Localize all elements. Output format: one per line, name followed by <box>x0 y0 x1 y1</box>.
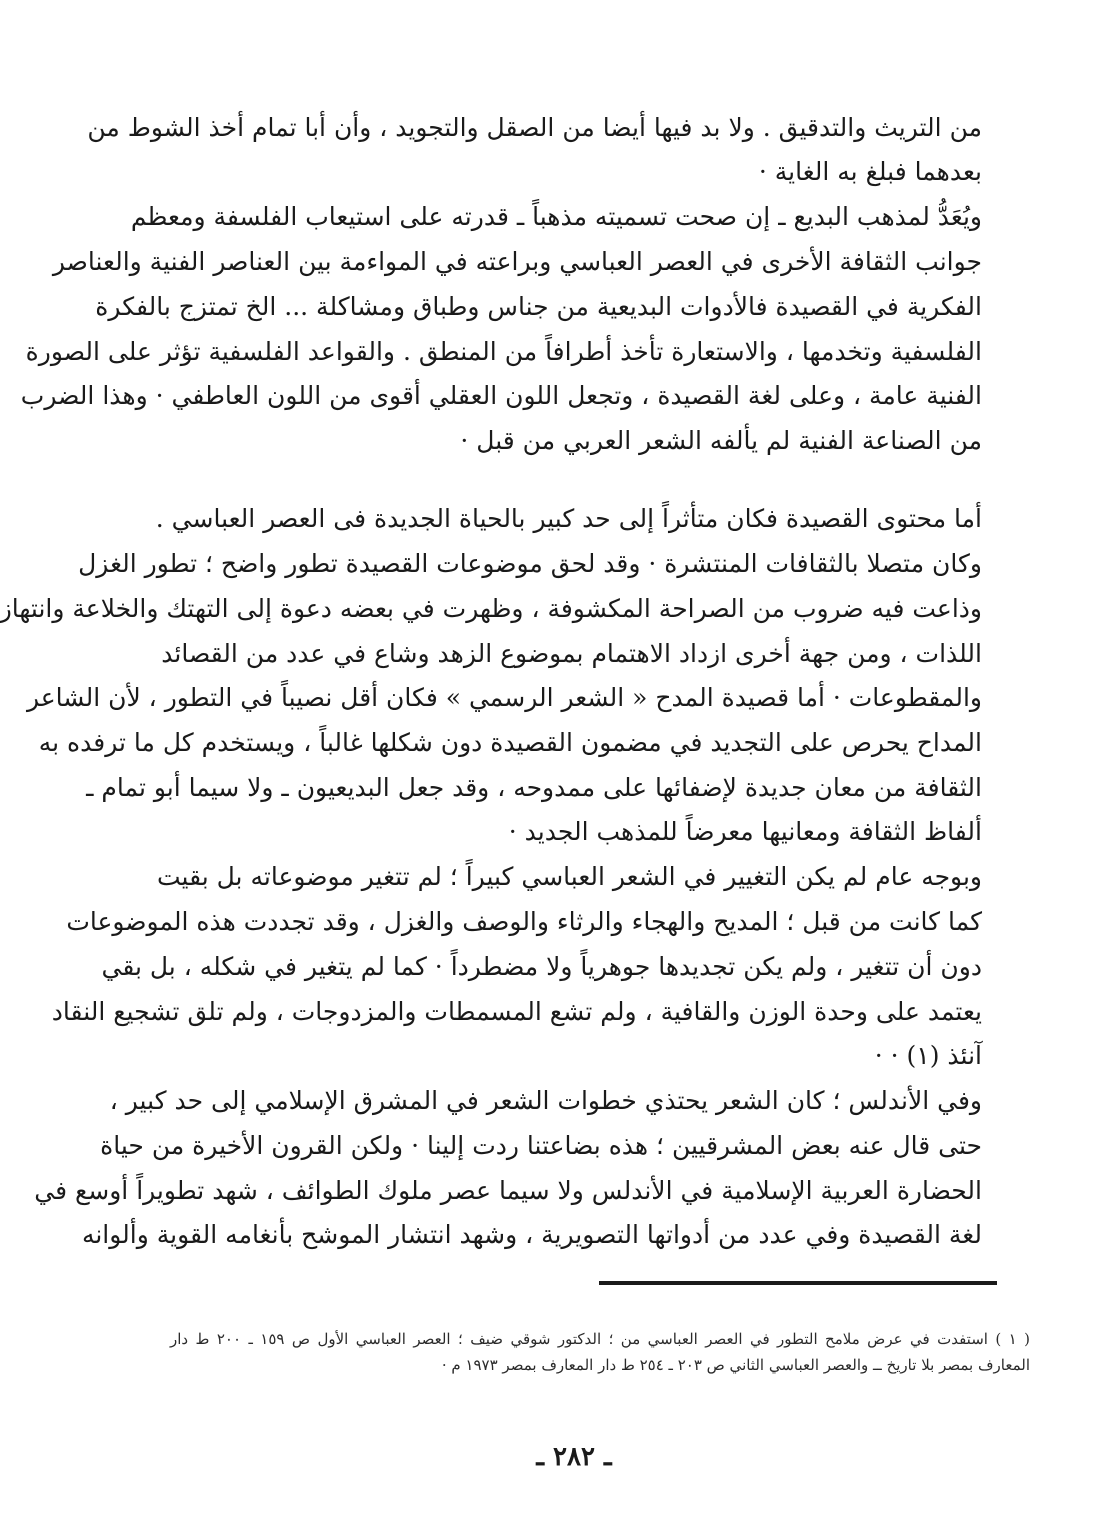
text-line: حتى قال عنه بعض المشرقيين ؛ هذه بضاعتنا ردت إلينا · ولكن القرون الأخيرة من حياة <box>100 1131 982 1160</box>
text-line: آنئذ (١) · · <box>874 1041 982 1070</box>
text-line: ألفاظ الثقافة ومعانيها معرضاً للمذهب الجديد · <box>508 817 982 846</box>
text-line: كما كانت من قبل ؛ المديح والهجاء والرثاء والوصف والغزل ، وقد تجددت هذه الموضوعات <box>66 907 982 936</box>
text-line: الفكرية في القصيدة فالأدوات البديعية من جناس وطباق ومشاكلة ... الخ تمتزج بالفكرة <box>95 292 982 321</box>
text-line: وفي الأندلس ؛ كان الشعر يحتذي خطوات الشعر في المشرق الإسلامي إلى حد كبير ، <box>109 1086 982 1115</box>
text-line: ويُعَدُّ لمذهب البديع ـ إن صحت تسميته مذهباً ـ قدرته على استيعاب الفلسفة ومعظم <box>130 202 982 231</box>
text-line: لغة القصيدة وفي عدد من أدواتها التصويرية ، وشهد انتشار الموشح بأنغامه القوية وألوانه <box>81 1220 982 1249</box>
text-line: اللذات ، ومن جهة أخرى ازداد الاهتمام بموضوع الزهد وشاع في عدد من القصائد <box>161 639 982 668</box>
text-line: يعتمد على وحدة الوزن والقافية ، ولم تشع المسمطات والمزدوجات ، ولم تلق تشجيع النقاد <box>51 997 982 1026</box>
text-line: وذاعت فيه ضروب من الصراحة المكشوفة ، وظهرت في بعضه دعوة إلى التهتك والخلاعة وانتهاز <box>0 594 982 623</box>
footnote-separator <box>599 1281 997 1285</box>
text-line: وبوجه عام لم يكن التغيير في الشعر العباسي كبيراً ؛ لم تتغير موضوعاته بل بقيت <box>156 862 982 891</box>
text-line: أما محتوى القصيدة فكان متأثراً إلى حد كبير بالحياة الجديدة فى العصر العباسي . <box>155 504 982 533</box>
page-number: ـ ٢٨٢ ـ <box>536 1442 612 1472</box>
text-line: الفلسفية وتخدمها ، والاستعارة تأخذ أطرافاً من المنطق . والقواعد الفلسفية تؤثر على الصورة <box>25 337 982 366</box>
text-line: من التريث والتدقيق . ولا بد فيها أيضا من الصقل والتجويد ، وأن أبا تمام أخذ الشوط من <box>87 113 982 142</box>
text-line: دون أن تتغير ، ولم يكن تجديدها جوهرياً ولا مضطرداً · كما لم يتغير في شكله ، بل بقي <box>101 952 982 981</box>
text-line: بعدهما فبلغ به الغاية · <box>758 157 982 186</box>
footnote-line: المعارف بمصر بلا تاريخ ــ والعصر العباسي الثاني ص ٢٠٣ ـ ٢٥٤ ط دار المعارف بمصر ١٩٧٣ م · <box>441 1356 1030 1374</box>
text-line: من الصناعة الفنية لم يألفه الشعر العربي من قبل · <box>460 426 982 455</box>
text-line: الحضارة العربية الإسلامية في الأندلس ولا سيما عصر ملوك الطوائف ، شهد تطويراً أوسع في <box>34 1176 982 1205</box>
text-line: المداح يحرص على التجديد في مضمون القصيدة دون شكلها غالباً ، ويستخدم كل ما ترفده به <box>38 728 982 757</box>
footnote-line: ( ١ ) استفدت في عرض ملامح التطور في العصر العباسي من ؛ الدكتور شوقي ضيف ؛ العصر العباسي الأول ص ١٥٩ ـ ٢٠٠ ط دار <box>170 1330 1031 1348</box>
text-line: والمقطوعات · أما قصيدة المدح « الشعر الرسمي » فكان أقل نصيباً في التطور ، لأن الشاعر <box>26 683 982 712</box>
text-line: جوانب الثقافة الأخرى في العصر العباسي وبراعته في المواءمة بين العناصر الفنية والعناصر <box>52 247 982 276</box>
text-line: الفنية عامة ، وعلى لغة القصيدة ، وتجعل اللون العقلي أقوى من اللون العاطفي · وهذا الضرب <box>20 381 982 410</box>
text-line: الثقافة من معان جديدة لإضفائها على ممدوحه ، وقد جعل البديعيون ـ ولا سيما أبو تمام ـ <box>86 773 982 802</box>
text-line: وكان متصلا بالثقافات المنتشرة · وقد لحق موضوعات القصيدة تطور واضح ؛ تطور الغزل <box>78 549 982 578</box>
